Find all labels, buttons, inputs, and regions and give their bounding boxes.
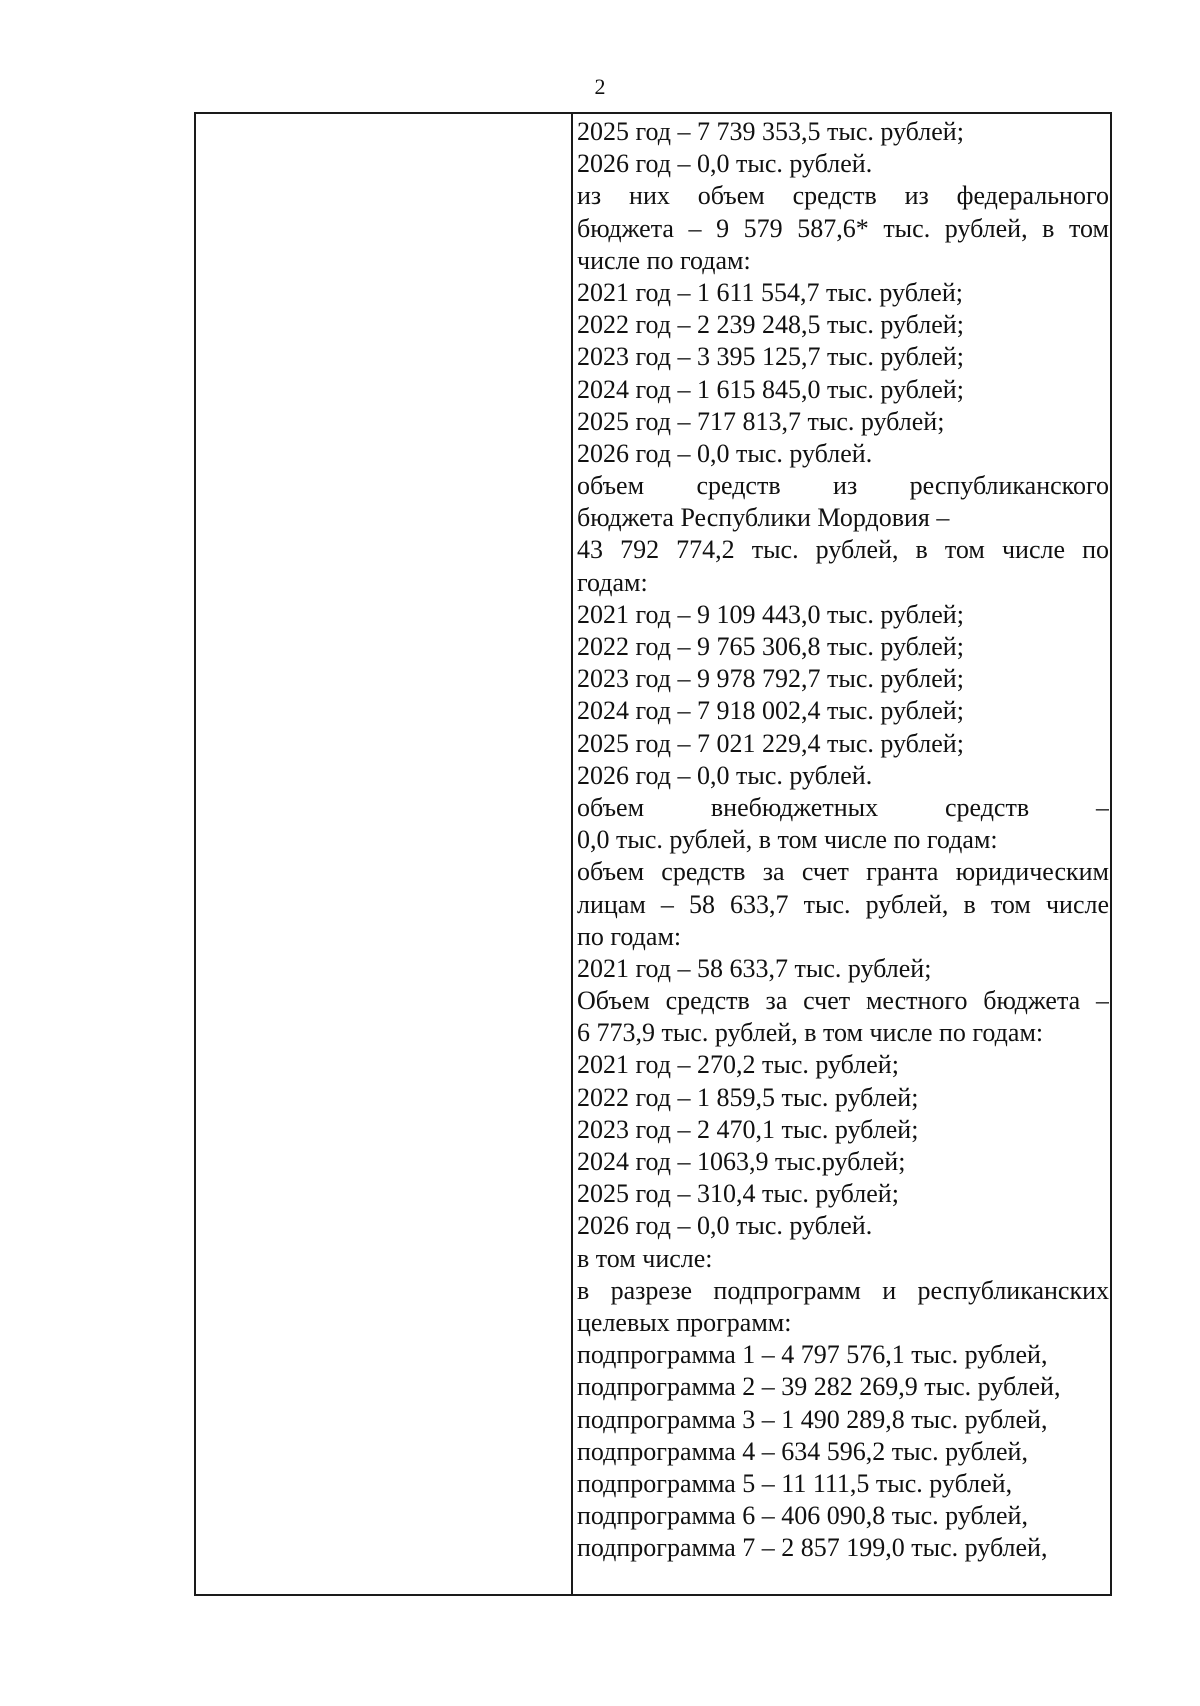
page-number: 2 — [594, 74, 606, 99]
text-line: в том числе: — [577, 1243, 713, 1273]
text-line: объем средств из республиканского — [577, 471, 1109, 501]
text-line: из них объем средств из федерального — [577, 181, 1109, 211]
text-line: по годам: — [577, 921, 682, 951]
text-line: 2026 год – 0,0 тыс. рублей. — [577, 1211, 873, 1241]
document-table — [194, 112, 1112, 1596]
text-line: 2021 год – 270,2 тыс. рублей; — [577, 1050, 899, 1080]
text-line: 2026 год – 0,0 тыс. рублей. — [577, 760, 873, 790]
text-line: 2023 год – 3 395 125,7 тыс. рублей; — [577, 342, 964, 372]
text-line: 2025 год – 310,4 тыс. рублей; — [577, 1179, 899, 1209]
text-line: 2021 год – 1 611 554,7 тыс. рублей; — [577, 277, 963, 307]
text-line: годам: — [577, 567, 648, 597]
text-line: лицам – 58 633,7 тыс. рублей, в том числе — [577, 889, 1109, 919]
left-cell-empty — [196, 114, 571, 1594]
text-line: 2025 год – 7 739 353,5 тыс. рублей; — [577, 117, 964, 146]
text-line: подпрограмма 5 – 11 111,5 тыс. рублей, — [577, 1468, 1013, 1498]
text-line: в разрезе подпрограмм и республиканских — [577, 1275, 1109, 1305]
text-line: подпрограмма 6 – 406 090,8 тыс. рублей, — [577, 1501, 1028, 1531]
text-line: 2026 год – 0,0 тыс. рублей. — [577, 438, 873, 468]
text-line: 2026 год – 0,0 тыс. рублей. — [577, 149, 873, 179]
text-line: 2025 год – 7 021 229,4 тыс. рублей; — [577, 728, 964, 758]
text-line: 2024 год – 1063,9 тыс.рублей; — [577, 1147, 906, 1176]
text-line: числе по годам: — [577, 245, 751, 275]
text-line: объем внебюджетных средств – — [577, 792, 1109, 822]
right-cell-text — [577, 116, 1109, 1564]
text-line: подпрограмма 1 – 4 797 576,1 тыс. рублей, — [577, 1340, 1048, 1370]
text-line: бюджета – 9 579 587,6* тыс. рублей, в том — [577, 213, 1109, 243]
text-line: целевых программ: — [577, 1307, 792, 1337]
text-line: 43 792 774,2 тыс. рублей, в том числе по — [577, 535, 1109, 565]
text-line: 2021 год – 9 109 443,0 тыс. рублей; — [577, 599, 964, 629]
text-line: 2022 год – 9 765 306,8 тыс. рублей; — [577, 632, 964, 661]
text-line: 2023 год – 9 978 792,7 тыс. рублей; — [577, 664, 964, 694]
text-line: 2023 год – 2 470,1 тыс. рублей; — [577, 1114, 919, 1144]
column-divider — [571, 114, 573, 1594]
text-line: подпрограмма 3 – 1 490 289,8 тыс. рублей, — [577, 1404, 1048, 1434]
text-line: 2024 год – 1 615 845,0 тыс. рублей; — [577, 374, 964, 404]
text-line: 0,0 тыс. рублей, в том числе по годам: — [577, 825, 998, 855]
text-line: Объем средств за счет местного бюджета – — [577, 986, 1109, 1016]
text-line: подпрограмма 2 – 39 282 269,9 тыс. рублей, — [577, 1372, 1061, 1402]
text-line: 2024 год – 7 918 002,4 тыс. рублей; — [577, 696, 964, 726]
text-line: 6 773,9 тыс. рублей, в том числе по годам: — [577, 1018, 1044, 1048]
text-line: 2025 год – 717 813,7 тыс. рублей; — [577, 406, 945, 436]
text-line: объем средств за счет гранта юридическим — [577, 857, 1109, 887]
text-line: 2022 год – 2 239 248,5 тыс. рублей; — [577, 310, 964, 340]
text-line: подпрограмма 4 – 634 596,2 тыс. рублей, — [577, 1436, 1028, 1466]
text-line: 2021 год – 58 633,7 тыс. рублей; — [577, 953, 932, 983]
text-line: подпрограмма 7 – 2 857 199,0 тыс. рублей, — [577, 1533, 1048, 1563]
text-line: 2022 год – 1 859,5 тыс. рублей; — [577, 1082, 919, 1112]
text-line: бюджета Республики Мордовия – — [577, 503, 950, 533]
